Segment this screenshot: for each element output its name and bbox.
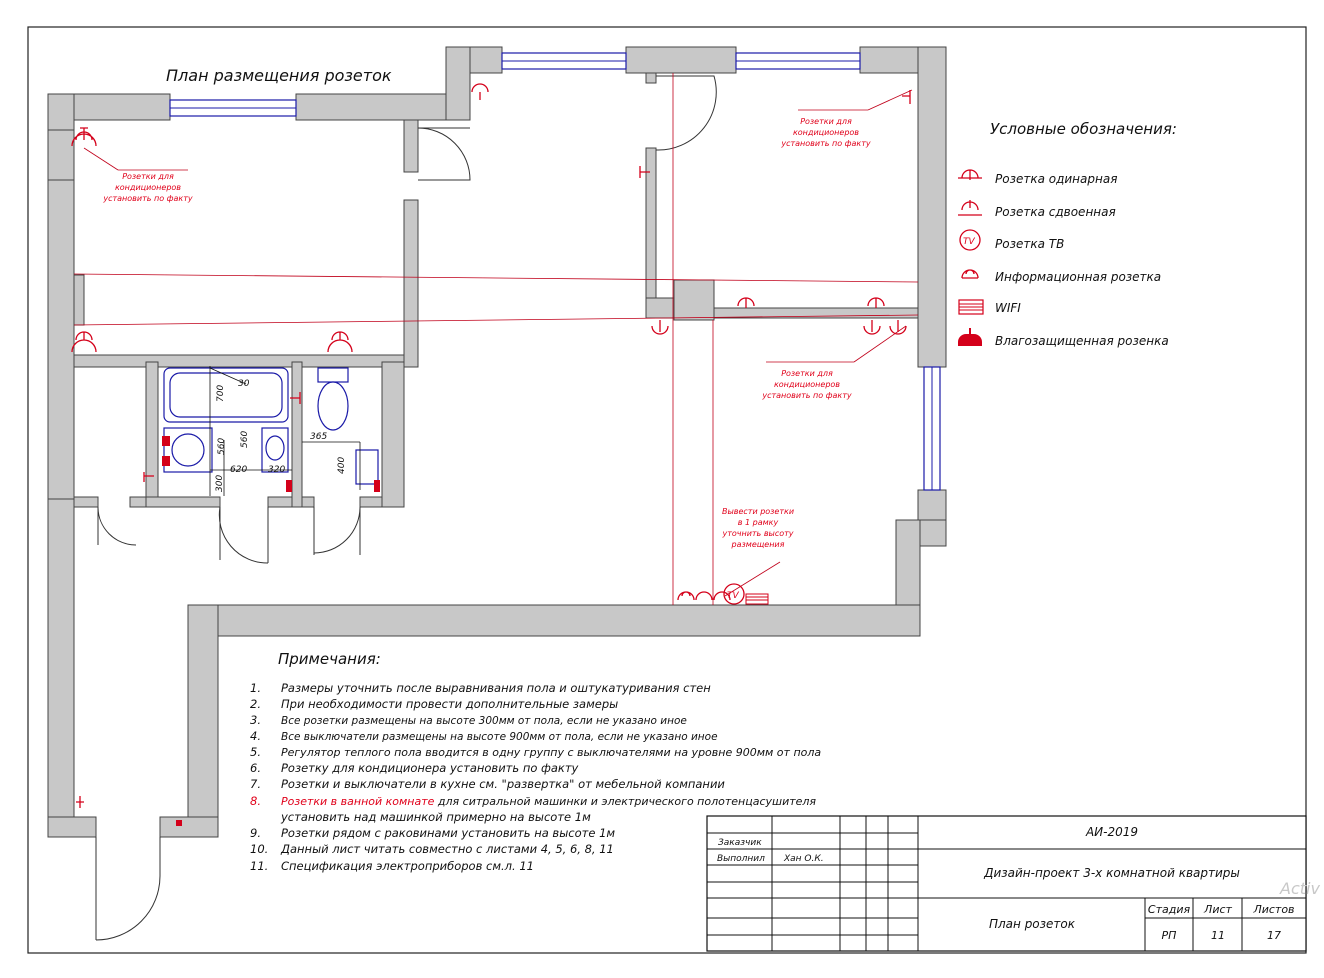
guide-lines bbox=[74, 73, 918, 605]
tb-sheet-label: Лист bbox=[1204, 903, 1232, 916]
svg-text:в 1 рамку: в 1 рамку bbox=[737, 518, 779, 527]
svg-text:Розетки для: Розетки для bbox=[781, 369, 833, 378]
svg-text:установить по факту: установить по факту bbox=[103, 194, 193, 203]
svg-text:установить по факту: установить по факту bbox=[762, 391, 852, 400]
note-text bbox=[281, 795, 816, 808]
svg-text:кондиционеров: кондиционеров bbox=[792, 128, 860, 137]
note-num: 2. bbox=[250, 697, 261, 711]
double-socket-icon bbox=[328, 332, 352, 352]
dim-700: 700 bbox=[216, 384, 226, 402]
activation-watermark: Activ bbox=[1280, 879, 1320, 898]
waterproof-socket-icon bbox=[162, 456, 170, 466]
note-text: Розетки и выключатели в кухне см. "развертка" от мебельной компании bbox=[281, 777, 725, 791]
note-num: 8. bbox=[250, 794, 261, 808]
notes-title: Примечания: bbox=[278, 650, 381, 668]
single-socket-icon bbox=[738, 298, 754, 308]
svg-text:кондиционеров: кондиционеров bbox=[773, 380, 841, 389]
note-num: 7. bbox=[250, 777, 261, 791]
ac-callout-top-right bbox=[780, 117, 871, 148]
single-socket-icon bbox=[868, 298, 884, 308]
dim-300: 300 bbox=[215, 474, 225, 492]
dim-365: 365 bbox=[310, 432, 328, 442]
note-text: установить над машинкой примерно на высоте 1м bbox=[281, 810, 591, 824]
note-text: Все выключатели размещены на высоте 900мм от пола, если не указано иное bbox=[281, 731, 718, 743]
note-text-rest: для ситральной машинки и электрического полотенцасушителя bbox=[434, 795, 817, 808]
note-text: Спецификация электроприборов см.л. 11 bbox=[281, 859, 534, 873]
double-socket-icon bbox=[902, 90, 910, 104]
single-socket-icon bbox=[958, 170, 982, 180]
data-socket-icon bbox=[678, 592, 694, 600]
legend-item-tv: Розетка ТВ bbox=[995, 237, 1065, 251]
tb-performer-name: Хан О.К. bbox=[784, 854, 824, 864]
dim-560-a: 560 bbox=[217, 437, 227, 455]
single-socket-icon bbox=[76, 796, 84, 808]
title-block bbox=[707, 816, 1306, 951]
single-socket-icon bbox=[864, 320, 880, 334]
legend-item-wifi: WIFI bbox=[995, 301, 1021, 315]
note-num: 4. bbox=[250, 729, 261, 743]
double-socket-icon bbox=[72, 332, 96, 352]
svg-text:уточнить высоту: уточнить высоту bbox=[722, 529, 794, 538]
waterproof-socket-icon bbox=[176, 820, 182, 826]
data-socket-icon bbox=[962, 270, 978, 278]
note-num: 9. bbox=[250, 826, 261, 840]
ac-callout-left bbox=[102, 172, 193, 203]
waterproof-socket-icon bbox=[958, 328, 982, 346]
tv-callout bbox=[721, 507, 794, 549]
tb-stage-label: Стадия bbox=[1147, 903, 1191, 916]
svg-text:установить по факту: установить по факту bbox=[781, 139, 871, 148]
plan-title: План размещения розеток bbox=[166, 66, 392, 85]
note-text: При необходимости провести дополнительные замеры bbox=[281, 697, 619, 711]
tb-code: АИ-2019 bbox=[1085, 825, 1139, 839]
toilet-bowl bbox=[318, 382, 348, 430]
single-socket-icon bbox=[652, 320, 668, 334]
note-text: Регулятор теплого пола вводится в одну группу с выключателями на уровне 900мм от пола bbox=[281, 746, 822, 759]
legend-item-single: Розетка одинарная bbox=[995, 172, 1118, 186]
waterproof-socket-icon bbox=[162, 436, 170, 446]
note-text: Розетки рядом с раковинами установить на высоте 1м bbox=[281, 826, 616, 840]
double-socket-icon bbox=[72, 128, 96, 146]
note-text: Розетку для кондиционера установить по факту bbox=[281, 761, 579, 775]
wifi-icon bbox=[746, 594, 768, 604]
toilet-tank bbox=[318, 368, 348, 382]
svg-text:Розетки для: Розетки для bbox=[800, 117, 852, 126]
note-num: 6. bbox=[250, 761, 261, 775]
waterproof-socket-icon bbox=[374, 480, 380, 492]
svg-text:размещения: размещения bbox=[731, 540, 785, 549]
note-num: 3. bbox=[250, 713, 261, 727]
note-num: 1. bbox=[250, 681, 261, 695]
tb-performer-label: Выполнил bbox=[717, 854, 765, 864]
data-socket-icon bbox=[696, 592, 712, 600]
wifi-icon bbox=[959, 300, 983, 314]
note-text-red: Розетки в ванной комнате bbox=[281, 795, 435, 808]
dim-320: 320 bbox=[268, 465, 286, 475]
wc-sink bbox=[356, 450, 378, 484]
note-num: 11. bbox=[250, 859, 269, 873]
legend-item-double: Розетка сдвоенная bbox=[995, 205, 1116, 219]
tb-sheet-name: План розеток bbox=[988, 917, 1076, 931]
note-num: 10. bbox=[250, 842, 269, 856]
note-text: Все розетки размещены на высоте 300мм от пола, если не указано иное bbox=[281, 715, 687, 727]
dim-30: 30 bbox=[238, 379, 250, 389]
tb-sheets-label: Листов bbox=[1253, 903, 1295, 916]
svg-text:Вывести розетки: Вывести розетки bbox=[721, 507, 795, 516]
tb-stage: РП bbox=[1161, 929, 1177, 942]
svg-text:кондиционеров: кондиционеров bbox=[114, 183, 182, 192]
legend-title: Условные обозначения: bbox=[990, 120, 1177, 138]
single-socket-icon bbox=[890, 320, 906, 334]
double-socket-icon bbox=[958, 200, 982, 215]
dim-400: 400 bbox=[337, 456, 347, 474]
tb-sheets: 17 bbox=[1267, 929, 1281, 942]
note-num: 5. bbox=[250, 745, 261, 759]
note-text: Данный лист читать совместно с листами 4, 5, 6, 8, 11 bbox=[281, 842, 614, 856]
tb-sheet: 11 bbox=[1211, 929, 1225, 942]
legend-item-data: Информационная розетка bbox=[995, 270, 1162, 284]
tb-customer-label: Заказчик bbox=[718, 838, 762, 848]
legend-item-waterproof: Влагозащищенная розенка bbox=[995, 334, 1169, 348]
note-text: Размеры уточнить после выравнивания пола и оштукатуривания стен bbox=[281, 681, 711, 695]
dim-560-b: 560 bbox=[240, 430, 250, 448]
tv-socket-label: TV bbox=[727, 591, 739, 601]
svg-text:Розетки для: Розетки для bbox=[122, 172, 174, 181]
tb-project: Дизайн-проект 3-х комнатной квартиры bbox=[984, 866, 1240, 880]
dim-620: 620 bbox=[230, 465, 248, 475]
waterproof-socket-icon bbox=[286, 480, 292, 492]
ac-callout-right bbox=[761, 369, 852, 400]
legend bbox=[958, 120, 1177, 348]
double-socket-icon bbox=[472, 84, 488, 100]
tv-icon-glyph: TV bbox=[963, 237, 975, 247]
